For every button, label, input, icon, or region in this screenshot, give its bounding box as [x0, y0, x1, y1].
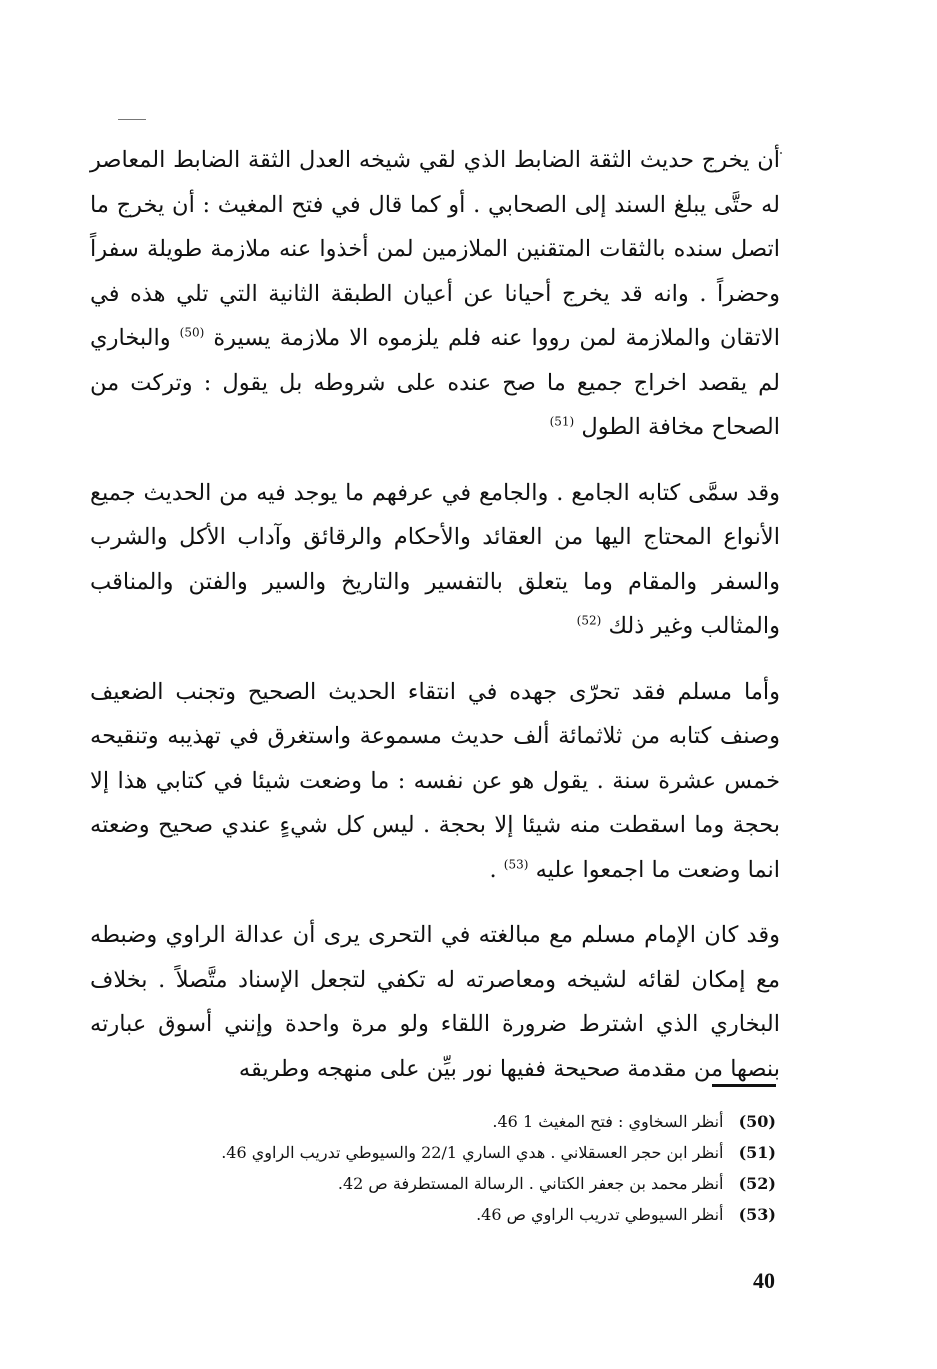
- paragraph-3-text: وأما مسلم فقد تحرّى جهده في انتقاء الحديث الصحيح وتجنب الضعيف وصنف كتابه من ثلاثمائة ألف حديث مسموعة واستغرق في تهذيبه وتنقيحه خمس عشرة سنة . يقول هو عن نفسه : ما وضعت شيئا في كتابي هذا إلا بحجة وما اسقطت منه شيئا إلا بحجة . ليس كل شيءٍ عندي صحيح وضعته انما وضعت ما اجمعوا عليه: [90, 678, 780, 883]
- main-text: [90, 138, 780, 1112]
- footnote-number: (51): [738, 1143, 776, 1162]
- footnote-text: أنظر محمد بن جعفر الكتاني . الرسالة المستطرفة ص 42.: [337, 1174, 724, 1193]
- paragraph-1-text: أن يخرج حديث الثقة الضابط الذي لقي شيخه العدل الثقة الضابط المعاصر له حتَّى يبلغ السند إلى الصحابي . أو كما قال في فتح المغيث : أن يخرج ما اتصل سنده بالثقات المتقنين الملازمين لمن أخذوا عنه ملازمة طويلة سفراً وحضراً . وانه قد يخرج أحيانا عن أعيان الطبقة الثانية التي تلي هذه في الاتقان والملازمة لمن رووا عنه فلم يلزموه الا ملازمة يسيرة: [90, 147, 780, 351]
- footnote-53: [90, 1199, 776, 1230]
- paragraph-3-tail: .: [489, 856, 497, 883]
- footnote-ref-51[interactable]: (51): [549, 414, 575, 429]
- footnote-text: أنظر السيوطي تدريب الراوي ص 46.: [476, 1205, 724, 1224]
- footnote-51: [90, 1137, 776, 1168]
- paragraph-4: [90, 913, 780, 1091]
- footnotes: [90, 1106, 776, 1230]
- footnote-text: أنظر ابن حجر العسقلاني . هدي الساري 22/1 والسيوطي تدريب الراوي 46.: [221, 1143, 724, 1162]
- footnote-ref-50[interactable]: (50): [179, 325, 205, 340]
- paragraph-1: [90, 138, 780, 450]
- footnote-number: (53): [738, 1205, 776, 1224]
- footnote-ref-52[interactable]: (52): [576, 613, 602, 628]
- footnote-separator: [712, 1084, 776, 1087]
- paragraph-3: [90, 670, 780, 893]
- footnote-number: (50): [738, 1112, 776, 1131]
- paragraph-4-text: وقد كان الإمام مسلم مع مبالغته في التحرى يرى أن عدالة الراوي وضبطه مع إمكان لقائه لشيخه ومعاصرته له تكفي لتجعل الإسناد متَّصلاً . بخلاف البخاري الذي اشترط ضرورة اللقاء ولو مرة واحدة وإنني أسوق عبارته بنصها من مقدمة صحيحة ففيها نور بيِّن على منهجه وطريقه: [90, 922, 780, 1082]
- footnote-number: (52): [738, 1174, 776, 1193]
- footnote-ref-53[interactable]: (53): [503, 857, 529, 871]
- page-number: 40: [753, 1268, 775, 1293]
- footnote-50: [90, 1106, 776, 1137]
- paragraph-2-text: وقد سمَّى كتابه الجامع . والجامع في عرفهم ما يوجد فيه من الحديث جميع الأنواع المحتاج اليها من العقائد والأحكام والرقائق وآداب الأكل والشرب والسفر والمقام وما يتعلق بالتفسير والتاريخ والسير والفتن والمناقب والمثالب وغير ذلك: [90, 479, 780, 639]
- scan-speck: [118, 119, 146, 120]
- paragraph-2: [90, 471, 780, 649]
- footnote-text: أنظر السخاوي : فتح المغيث 1 46.: [492, 1112, 724, 1131]
- scan-speck: [780, 152, 782, 154]
- footnote-52: [90, 1168, 776, 1199]
- paragraph-1-text-cont: والبخاري لم يقصد اخراج جميع ما صح عنده على شروطه بل يقول : وتركت من الصحاح مخافة الطول: [90, 325, 780, 440]
